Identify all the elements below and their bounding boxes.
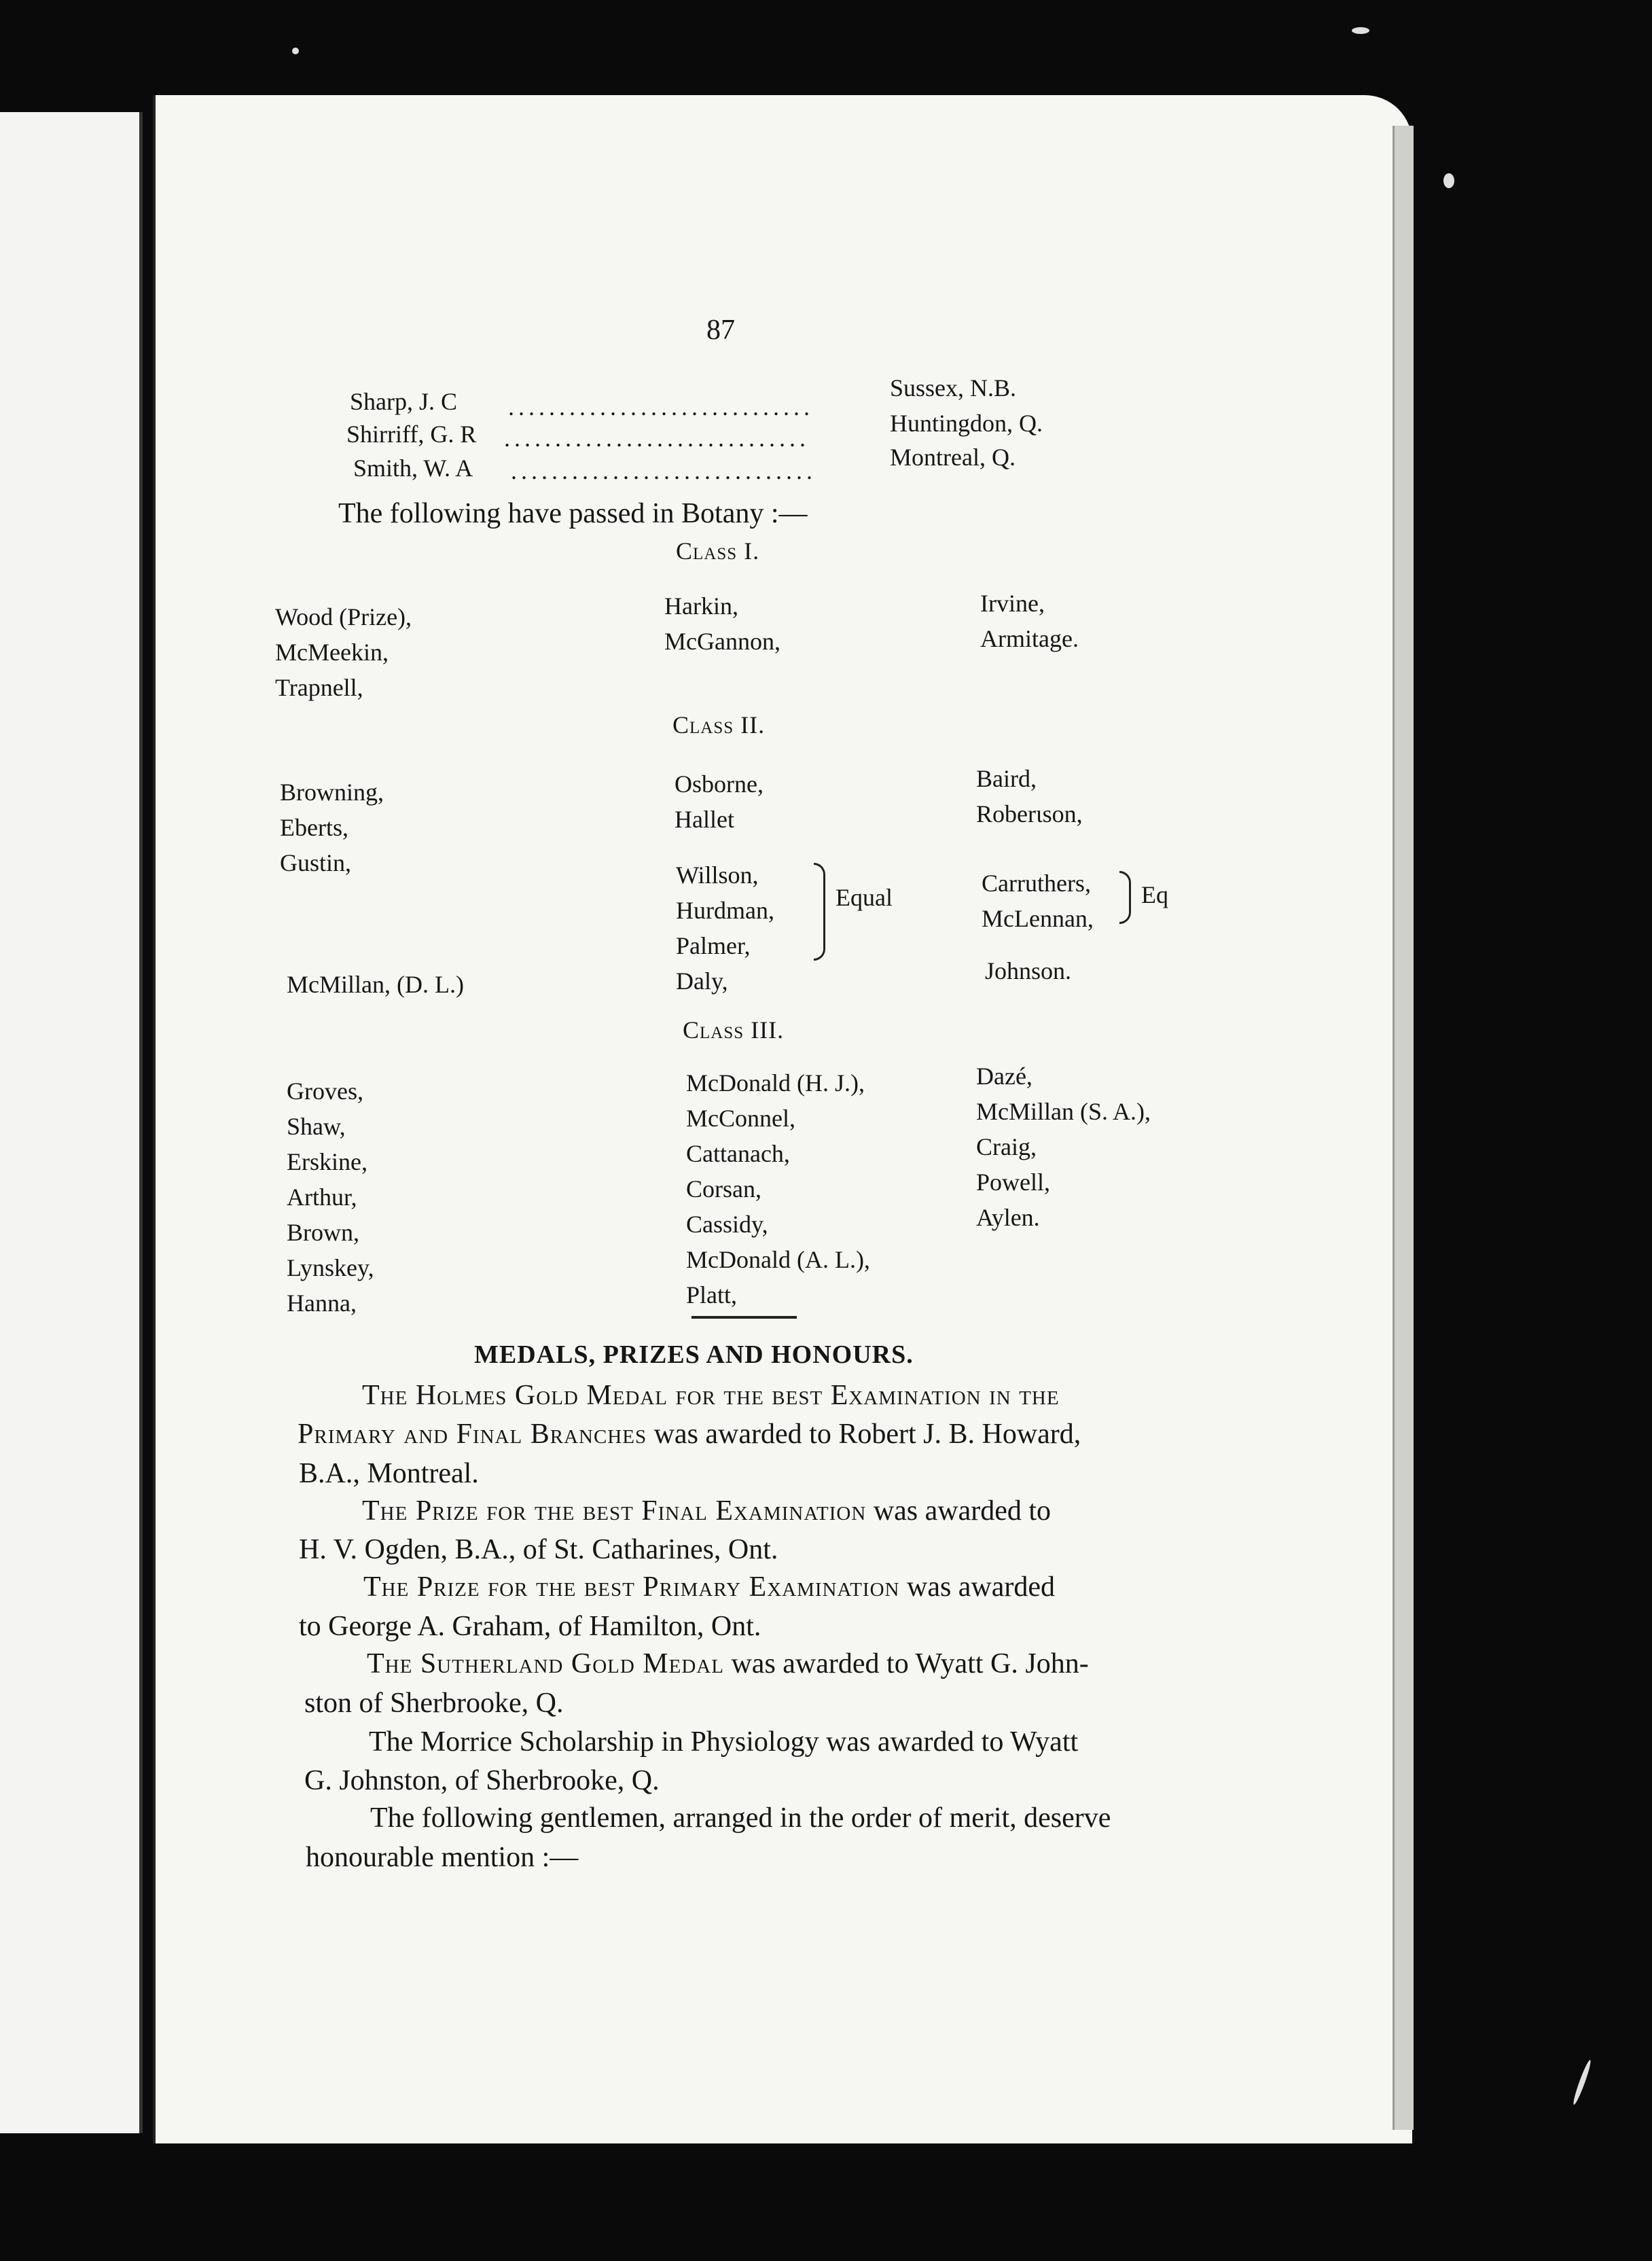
- small-caps-run: Primary and Final Branches: [298, 1419, 647, 1450]
- small-caps-run: The Prize for the best Final Examination: [362, 1495, 867, 1527]
- student-name: Wood (Prize),: [275, 603, 412, 630]
- facing-page: [0, 112, 143, 2133]
- student-name: Hurdman,: [676, 897, 774, 924]
- class-3-col-3: [976, 1058, 1151, 1235]
- scan-speck: [1352, 27, 1369, 34]
- student-name: Hallet: [675, 806, 734, 833]
- medals-line: [299, 1457, 479, 1490]
- student-name: Lynskey,: [287, 1254, 374, 1281]
- text-run: The Morrice Scholarship in Physiology was awarded to Wyatt: [369, 1726, 1079, 1758]
- student-name: Armitage.: [980, 625, 1079, 652]
- entry-name: Shirriff, G. R: [346, 421, 477, 448]
- student-name: Eberts,: [280, 814, 348, 841]
- student-name: Roberɩson,: [976, 800, 1083, 827]
- student-name: Powell,: [976, 1169, 1051, 1196]
- text-run: to George A. Graham, of Hamilton, Ont.: [299, 1611, 761, 1642]
- student-name: Browning,: [280, 779, 384, 806]
- student-name: Willson,: [676, 861, 759, 889]
- student-name: McDonald (H. J.),: [686, 1069, 865, 1097]
- text-run: H. V. Ogden, B.A., of St. Catharines, Ont.: [299, 1534, 778, 1565]
- student-name: Hanna,: [287, 1289, 357, 1317]
- scan-speck: [1571, 2059, 1592, 2106]
- class-2-col-3a: [976, 761, 1083, 832]
- text-run: honourable mention :—: [306, 1842, 579, 1873]
- student-name: Platt,: [686, 1281, 738, 1308]
- medals-line: [299, 1533, 778, 1566]
- class-3-heading: Class III.: [683, 1016, 785, 1044]
- small-caps-run: The Prize for the best Primary Examination: [363, 1571, 900, 1603]
- student-name: McMillan, (D. L.): [287, 971, 464, 998]
- dot-leader: ..............................: [508, 393, 814, 421]
- medals-line: [306, 1841, 578, 1874]
- medals-line: [362, 1495, 1051, 1527]
- dot-leader: ..............................: [504, 425, 810, 452]
- text-run: B.A., Montreal.: [299, 1458, 479, 1489]
- student-name: McLennan,: [982, 905, 1094, 932]
- medals-line: [370, 1802, 1111, 1834]
- student-name: McMeekin,: [275, 639, 389, 666]
- text-run: The following gentlemen, arranged in the order of merit, deserve: [370, 1802, 1111, 1834]
- student-name: Cattanach,: [686, 1140, 790, 1167]
- medals-line: [369, 1726, 1078, 1758]
- medals-line: [304, 1687, 563, 1720]
- medals-line: [299, 1610, 761, 1643]
- entry-place: Montreal, Q.: [890, 444, 1016, 471]
- student-name: Palmer,: [676, 932, 751, 959]
- medals-heading: MEDALS, PRIZES AND HONOURS.: [474, 1340, 914, 1369]
- text-run: was awarded to Robert J. B. Howard,: [647, 1419, 1081, 1450]
- student-name: Groves,: [287, 1078, 363, 1105]
- eq-label: Eq: [1141, 881, 1168, 908]
- class-2-heading: Class II.: [672, 711, 766, 738]
- text-run: G. Johnston, of Sherbrooke, Q.: [304, 1765, 660, 1796]
- dot-leader: ..............................: [511, 457, 816, 484]
- medals-line: [367, 1648, 1089, 1680]
- student-name: Baird,: [976, 765, 1037, 792]
- student-name: Harkin,: [664, 592, 738, 620]
- student-name: Carruthers,: [982, 870, 1091, 897]
- student-name: McGannon,: [664, 628, 780, 655]
- page-edge: [1393, 126, 1414, 2130]
- student-name: Craig,: [976, 1133, 1037, 1160]
- student-name: Corsan,: [686, 1175, 761, 1203]
- scan-speck: [292, 48, 299, 54]
- class-1-col-2: [664, 588, 780, 659]
- student-name: Dazé,: [976, 1063, 1032, 1090]
- student-name: Trapnell,: [275, 674, 363, 701]
- student-name: Brown,: [287, 1219, 359, 1246]
- class-3-col-2: [686, 1065, 870, 1313]
- class-1-heading: Class I.: [676, 537, 760, 565]
- medals-line: [298, 1418, 1081, 1450]
- entry-place: Huntingdon, Q.: [890, 410, 1043, 437]
- entry-place: Sussex, N.B.: [890, 374, 1017, 402]
- student-name: Arthur,: [287, 1183, 357, 1211]
- equal-label: Equal: [836, 884, 893, 911]
- botany-intro: The following have passed in Botany :—: [338, 498, 808, 529]
- medals-line: [304, 1764, 660, 1797]
- eq-brace: [1119, 871, 1131, 924]
- medals-line: [362, 1379, 1060, 1412]
- scan-speck: [1443, 173, 1454, 188]
- class-1-col-3: [980, 586, 1079, 656]
- student-name: McDonald (A. L.),: [686, 1246, 870, 1273]
- student-name: Irvine,: [980, 590, 1045, 617]
- student-name: Erskine,: [287, 1148, 367, 1175]
- small-caps-run: The Holmes Gold Medal for the best Examination in the: [362, 1380, 1060, 1411]
- equal-brace: [814, 863, 825, 961]
- student-name: Osborne,: [675, 770, 764, 798]
- text-run: was awarded to: [866, 1495, 1052, 1527]
- student-name: Gustin,: [280, 849, 352, 876]
- text-run: ston of Sherbrooke, Q.: [304, 1688, 564, 1719]
- entry-name: Sharp, J. C: [350, 388, 458, 415]
- student-name: Johnson.: [985, 957, 1072, 984]
- class-1-col-1: [275, 599, 412, 705]
- class-2-col-1: [280, 775, 384, 880]
- text-run: was awarded: [899, 1571, 1056, 1603]
- student-name: McConnel,: [686, 1105, 795, 1132]
- page-number: 87: [706, 315, 735, 346]
- student-name: Shaw,: [287, 1113, 346, 1140]
- text-run: was awarded to Wyatt G. John-: [723, 1648, 1089, 1679]
- section-rule: [692, 1316, 797, 1319]
- class-3-col-1: [287, 1073, 374, 1321]
- student-name: Aylen.: [976, 1204, 1040, 1231]
- entry-name: Smith, W. A: [353, 455, 473, 482]
- medals-line: [363, 1571, 1055, 1603]
- class-2-col-3b: [982, 866, 1094, 936]
- student-name: McMillan (S. A.),: [976, 1098, 1151, 1125]
- small-caps-run: The Sutherland Gold Medal: [367, 1648, 724, 1679]
- student-name: Daly,: [676, 967, 728, 995]
- student-name: Cassidy,: [686, 1211, 768, 1238]
- class-2-col-2b: [676, 857, 774, 999]
- class-2-col-2a: [675, 766, 764, 837]
